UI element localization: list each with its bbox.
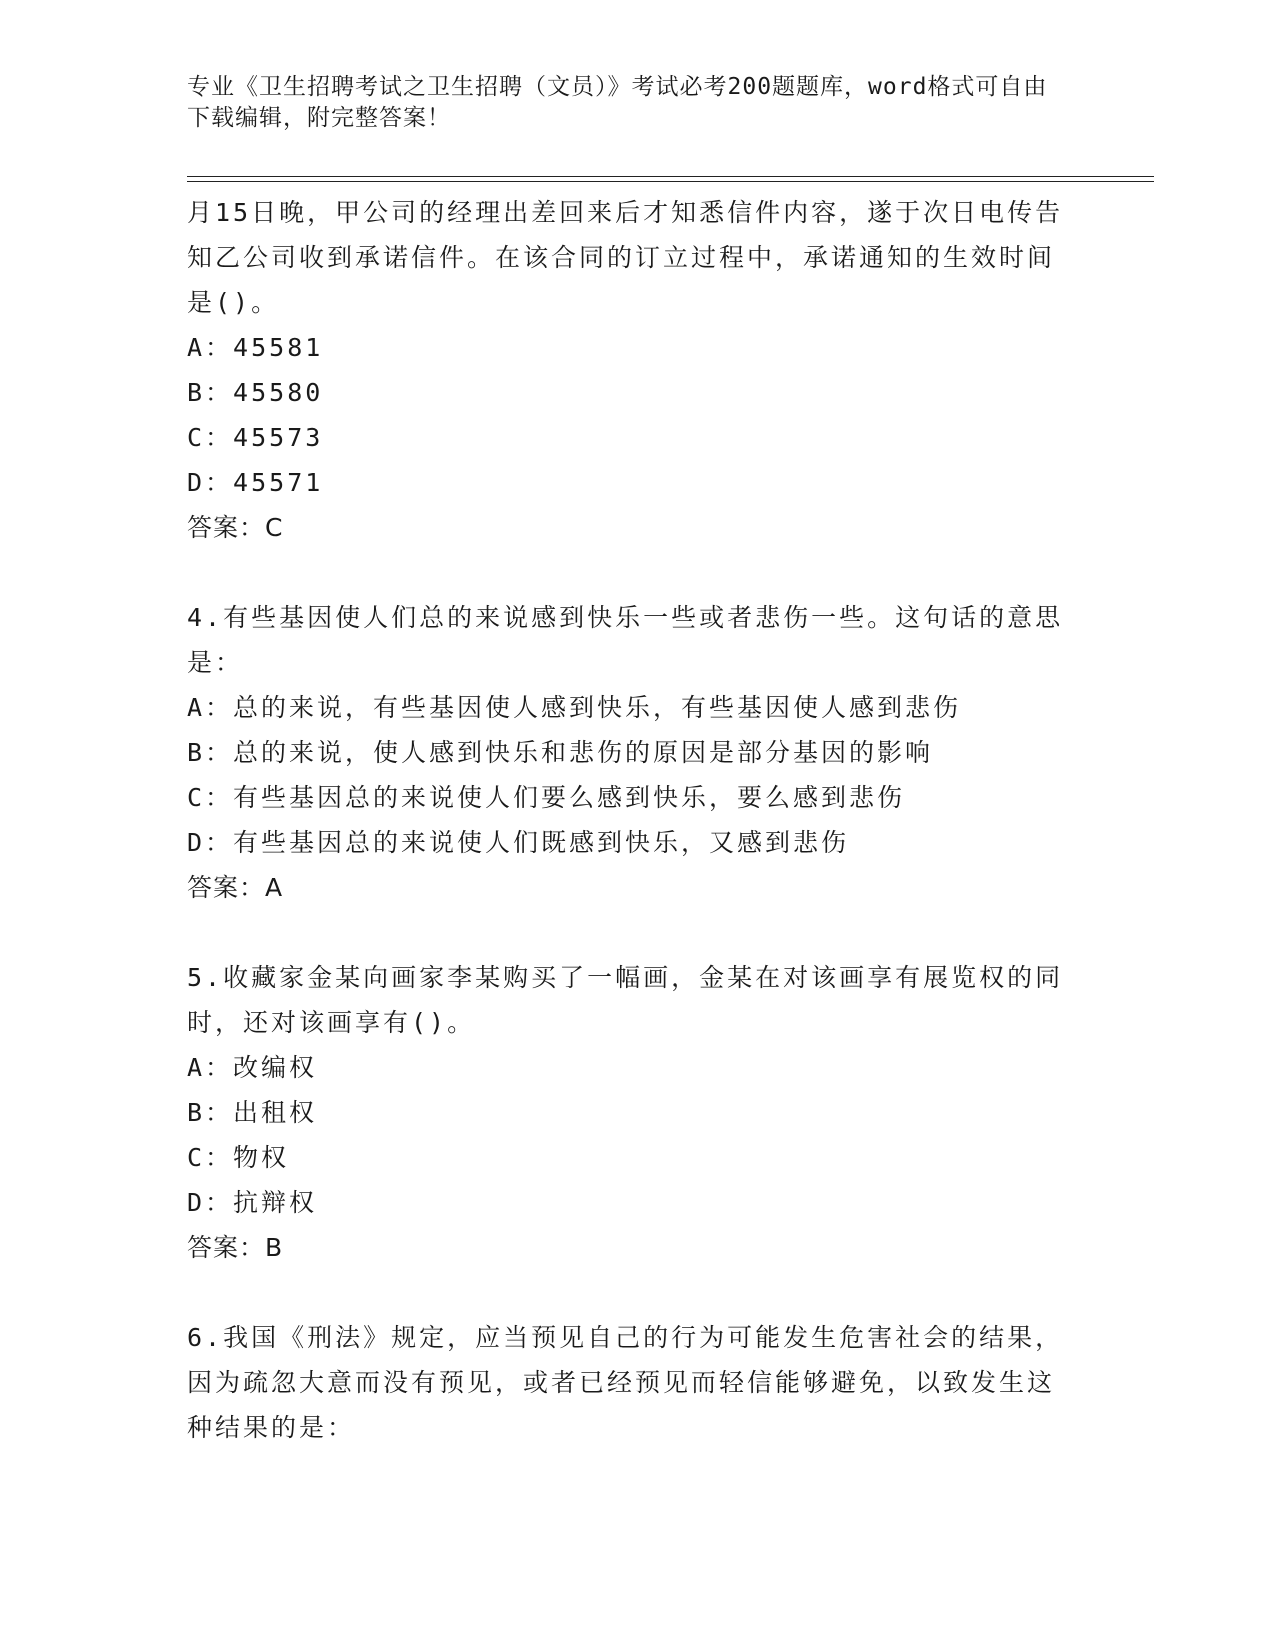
question-stem: 6.我国《刑法》规定，应当预见自己的行为可能发生危害社会的结果，因为疏忽大意而没有预见，或者已经预见而轻信能够避免，以致发生这种结果的是： <box>187 1323 1064 1442</box>
option-c: C：物权 <box>187 1143 290 1172</box>
header-rule-top <box>187 176 1154 177</box>
option-a: A：改编权 <box>187 1053 318 1082</box>
header-title: 专业《卫生招聘考试之卫生招聘（文员）》考试必考200题题库，word格式可自由下载编辑，附完整答案！ <box>187 74 1048 131</box>
question-6 <box>187 1315 1077 1450</box>
spacer <box>187 910 1077 955</box>
option-b: B：45580 <box>187 378 324 407</box>
question-stem: 月15日晚，甲公司的经理出差回来后才知悉信件内容，遂于次日电传告知乙公司收到承诺信件。在该合同的订立过程中，承诺通知的生效时间是()。 <box>187 198 1064 317</box>
question-4 <box>187 595 1077 910</box>
question-5 <box>187 955 1077 1270</box>
question-list <box>187 190 1077 1450</box>
question-3 <box>187 190 1077 550</box>
option-a: A：45581 <box>187 333 324 362</box>
question-stem: 4.有些基因使人们总的来说感到快乐一些或者悲伤一些。这句话的意思是： <box>187 603 1064 677</box>
option-c: C：45573 <box>187 423 324 452</box>
answer-line: 答案：B <box>187 1233 284 1262</box>
answer-line: 答案：A <box>187 873 284 902</box>
header-rule-bottom <box>187 181 1154 182</box>
option-d: D：有些基因总的来说使人们既感到快乐，又感到悲伤 <box>187 828 850 857</box>
option-c: C：有些基因总的来说使人们要么感到快乐，要么感到悲伤 <box>187 783 906 812</box>
option-b: B：总的来说，使人感到快乐和悲伤的原因是部分基因的影响 <box>187 738 934 767</box>
document-header <box>187 72 1067 134</box>
option-d: D：抗辩权 <box>187 1188 318 1217</box>
question-stem: 5.收藏家金某向画家李某购买了一幅画，金某在对该画享有展览权的同时，还对该画享有()。 <box>187 963 1064 1037</box>
option-a: A：总的来说，有些基因使人感到快乐，有些基因使人感到悲伤 <box>187 693 962 722</box>
spacer <box>187 1270 1077 1315</box>
spacer <box>187 550 1077 595</box>
option-d: D：45571 <box>187 468 324 497</box>
answer-line: 答案：C <box>187 513 284 542</box>
option-b: B：出租权 <box>187 1098 318 1127</box>
